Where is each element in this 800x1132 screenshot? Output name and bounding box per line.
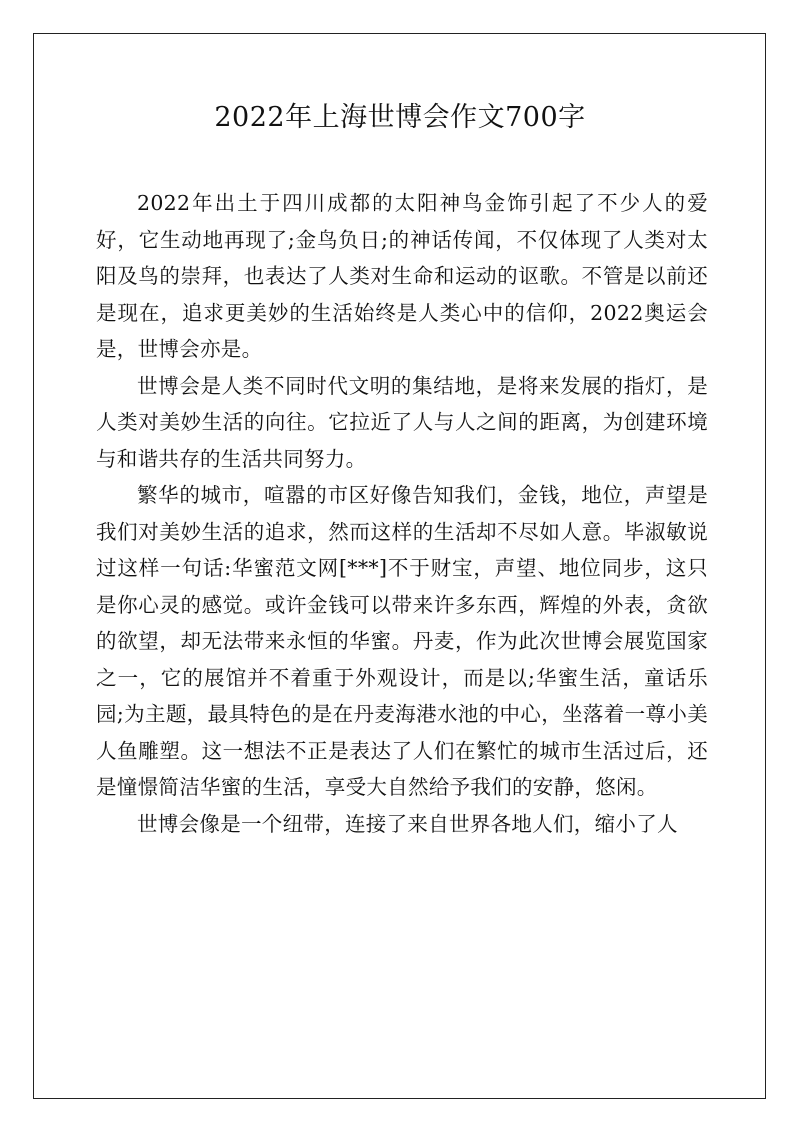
paragraph-1: 2022年出土于四川成都的太阳神鸟金饰引起了不少人的爱好，它生动地再现了;金鸟负日;的神话传闻，不仅体现了人类对太阳及鸟的崇拜，也表达了人类对生命和运动的讴歌。不管是以前还是现在，追求更美妙的生活始终是人类心中的信仰，2022奥运会是，世博会亦是。	[96, 191, 708, 361]
paragraph-2: 世博会是人类不同时代文明的集结地，是将来发展的指灯，是人类对美妙生活的向往。它拉近了人与人之间的距离，为创建环境与和谐共存的生活共同努力。	[96, 373, 708, 471]
document-body	[96, 185, 708, 842]
document-title: 2022年上海世博会作文700字	[214, 102, 586, 133]
paragraph-3: 繁华的城市，喧嚣的市区好像告知我们，金钱，地位，声望是我们对美妙生活的追求，然而这样的生活却不尽如人意。毕淑敏说过这样一句话:华蜜范文网[***]不于财宝，声望、地位同步，这只是你心灵的感觉。或许金钱可以带来许多东西，辉煌的外表，贪欲的欲望，却无法带来永恒的华蜜。丹麦，作为此次世博会展览国家之一，它的展馆并不着重于外观设计，而是以;华蜜生活，童话乐园;为主题，最具特色的是在丹麦海港水池的中心，坐落着一尊小美人鱼雕塑。这一想法不正是表达了人们在繁忙的城市生活过后，还是憧憬简洁华蜜的生活，享受大自然给予我们的安静，悠闲。	[96, 483, 708, 799]
paragraph-4: 世博会像是一个纽带，连接了来自世界各地人们，缩小了人	[137, 811, 678, 836]
